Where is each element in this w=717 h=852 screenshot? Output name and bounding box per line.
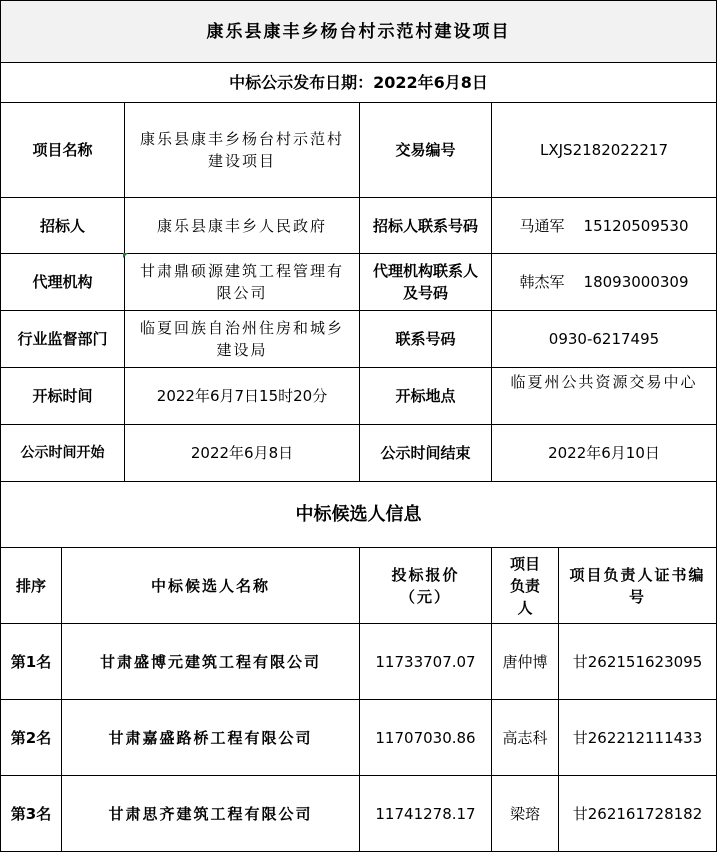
header-price: 投标报价（元） bbox=[359, 547, 491, 623]
trade-no-label: 交易编号 bbox=[359, 102, 491, 197]
supervision-value: 临夏回族自治州住房和城乡建设局 bbox=[124, 310, 359, 367]
candidate-manager: 高志科 bbox=[491, 699, 558, 775]
tenderer-contact-value: 马通军 15120509530 bbox=[491, 197, 716, 253]
info-row-publicity bbox=[0, 424, 717, 481]
announce-date: 中标公示发布日期：2022年6月8日 bbox=[0, 62, 716, 102]
table-row bbox=[0, 775, 717, 851]
project-name-value: 康乐县康丰乡杨台村示范村建设项目 bbox=[124, 102, 359, 197]
open-place-label: 开标地点 bbox=[359, 367, 491, 424]
tenderer-value: 康乐县康丰乡人民政府 bbox=[124, 197, 359, 253]
candidate-rank: 第2名 bbox=[0, 699, 61, 775]
publicity-start-value: 2022年6月8日 bbox=[124, 424, 359, 481]
info-row-tenderer bbox=[0, 197, 717, 253]
open-time-value: 2022年6月7日15时20分 bbox=[124, 367, 359, 424]
candidate-name: 甘肃思齐建筑工程有限公司 bbox=[61, 775, 359, 851]
candidate-price: 11707030.86 bbox=[359, 699, 491, 775]
title-row bbox=[0, 0, 717, 62]
tenderer-contact-label: 招标人联系号码 bbox=[359, 197, 491, 253]
candidates-section-row bbox=[0, 481, 717, 547]
tenderer-label: 招标人 bbox=[0, 197, 124, 253]
trade-no-value: LXJS2182022217 bbox=[491, 102, 716, 197]
candidate-cert: 甘262161728182 bbox=[558, 775, 716, 851]
cell-comment-marker bbox=[123, 253, 128, 258]
candidate-name: 甘肃盛博元建筑工程有限公司 bbox=[61, 623, 359, 699]
agency-contact-label: 代理机构联系人及号码 bbox=[359, 253, 491, 310]
supervision-label: 行业监督部门 bbox=[0, 310, 124, 367]
publicity-end-label: 公示时间结束 bbox=[359, 424, 491, 481]
publicity-start-label: 公示时间开始 bbox=[0, 424, 124, 481]
header-cert: 项目负责人证书编号 bbox=[558, 547, 716, 623]
info-row-agency bbox=[0, 253, 717, 310]
info-row-supervision bbox=[0, 310, 717, 367]
open-place-value: 临夏州公共资源交易中心 bbox=[491, 367, 716, 424]
header-candidate-name: 中标候选人名称 bbox=[61, 547, 359, 623]
agency-label: 代理机构 bbox=[0, 253, 124, 310]
open-time-label: 开标时间 bbox=[0, 367, 124, 424]
table-row bbox=[0, 699, 717, 775]
candidate-rank: 第1名 bbox=[0, 623, 61, 699]
candidate-price: 11733707.07 bbox=[359, 623, 491, 699]
candidate-cert: 甘262151623095 bbox=[558, 623, 716, 699]
header-rank: 排序 bbox=[0, 547, 61, 623]
agency-contact-value: 韩杰军 18093000309 bbox=[491, 253, 716, 310]
contact-label: 联系号码 bbox=[359, 310, 491, 367]
info-row-opening bbox=[0, 367, 717, 424]
candidates-header-row bbox=[0, 547, 717, 623]
document-title: 康乐县康丰乡杨台村示范村建设项目 bbox=[0, 0, 716, 62]
contact-value: 0930-6217495 bbox=[491, 310, 716, 367]
candidate-manager: 唐仲博 bbox=[491, 623, 558, 699]
candidate-cert: 甘262212111433 bbox=[558, 699, 716, 775]
candidate-rank: 第3名 bbox=[0, 775, 61, 851]
candidate-name: 甘肃嘉盛路桥工程有限公司 bbox=[61, 699, 359, 775]
header-manager: 项目负责人 bbox=[491, 547, 558, 623]
info-row-project bbox=[0, 102, 717, 197]
agency-value: 甘肃鼎硕源建筑工程管理有限公司 bbox=[124, 253, 359, 310]
date-row bbox=[0, 62, 717, 102]
project-name-label: 项目名称 bbox=[0, 102, 124, 197]
publicity-end-value: 2022年6月10日 bbox=[491, 424, 716, 481]
candidates-section-title: 中标候选人信息 bbox=[0, 481, 716, 547]
table-row bbox=[0, 623, 717, 699]
candidate-manager: 梁瑢 bbox=[491, 775, 558, 851]
candidate-price: 11741278.17 bbox=[359, 775, 491, 851]
